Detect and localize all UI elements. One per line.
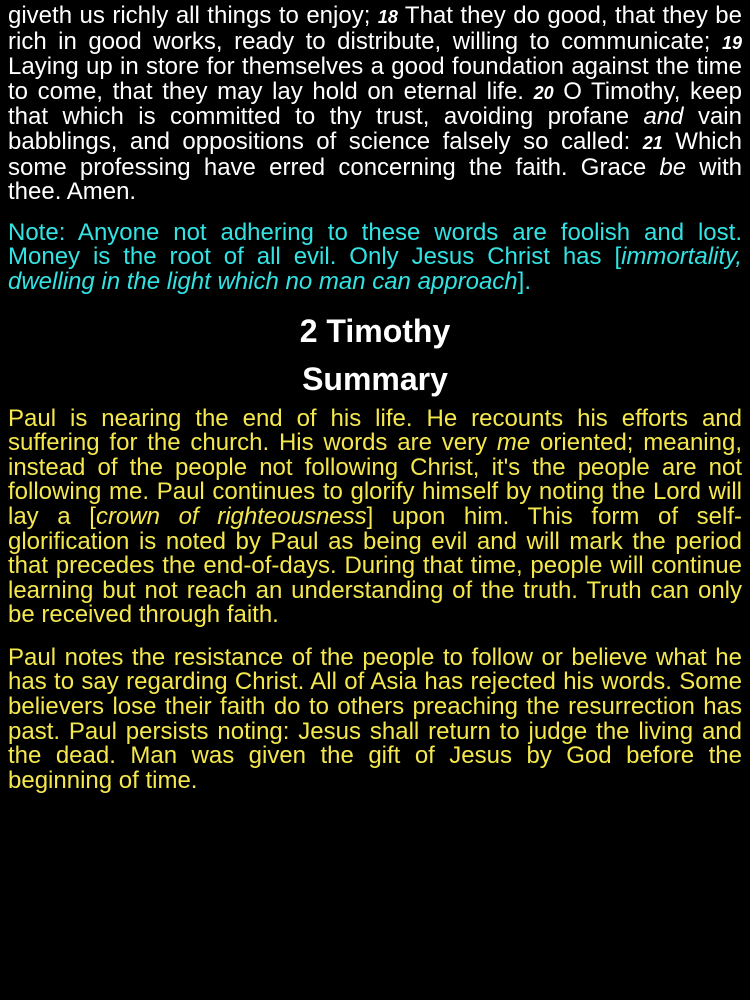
- verse-number-18: 18: [377, 7, 398, 27]
- note-text: Note: Anyone not adhering to these words are foolish and lost. Money is the root of all evil. Only Jesus Christ has [: [8, 218, 742, 271]
- note-text: ].: [517, 267, 531, 295]
- verse-text: O Timothy, keep that which is committed to thy trust, avoiding profane: [8, 77, 743, 131]
- verse-text: Which some professing have erred concerning the faith. Grace: [8, 127, 742, 181]
- italic-word: and: [643, 103, 684, 131]
- summary-text: oriented; meaning, instead of the people not following Christ, it's the people are not following me. Paul continues to glorify himself by noting the Lord will lay a [: [8, 429, 743, 530]
- note-italic-quote: immortality, dwelling in the light which no man can approach: [8, 243, 742, 295]
- verse-number-21: 21: [642, 132, 663, 153]
- verse-text: with thee. Amen.: [8, 153, 742, 206]
- summary-text: ] upon him. This form of self-glorification is noted by Paul as being evil and will mark the period that precedes the end-of-days. During that time, people will continue learning but not reach an understanding of the truth. Truth can only be received through faith.: [8, 502, 743, 629]
- verse-text: vain babblings, and oppositions of science falsely so called:: [8, 103, 742, 155]
- summary-italic-word: me: [496, 429, 531, 457]
- book-title: 2 Timothy: [299, 312, 451, 349]
- verse-number-20: 20: [533, 82, 554, 103]
- verse-text: That they do good, that they be rich in good works, ready to distribute, willing to communicate;: [8, 2, 742, 55]
- summary-text: Paul is nearing the end of his life. He recounts his efforts and suffering for the church. His words are very: [8, 404, 742, 457]
- summary-italic-quote: crown of righteousness: [95, 502, 367, 530]
- verse-number-19: 19: [721, 32, 742, 53]
- summary-paragraph-2: [8, 643, 742, 794]
- summary-paragraph-1: [8, 404, 743, 629]
- italic-word: be: [659, 153, 687, 181]
- scripture-passage: [8, 4, 742, 205]
- section-title: Summary: [302, 360, 448, 397]
- summary-text: Paul notes the resistance of the people to follow or believe what he has to say regarding Christ. All of Asia has rejected his words. Some believers lose their faith do to others preaching the resurrection has past. Paul persists noting: Jesus shall return to judge the living and the dead. Man was given the gift of Jesus by God before the beginning of time.: [8, 643, 742, 794]
- verse-text: Laying up in store for themselves a good foundation against the time to come, that they may lay hold on eternal life.: [8, 53, 742, 105]
- verse-text: giveth us richly all things to enjoy;: [8, 2, 378, 29]
- commentary-note: [8, 218, 742, 295]
